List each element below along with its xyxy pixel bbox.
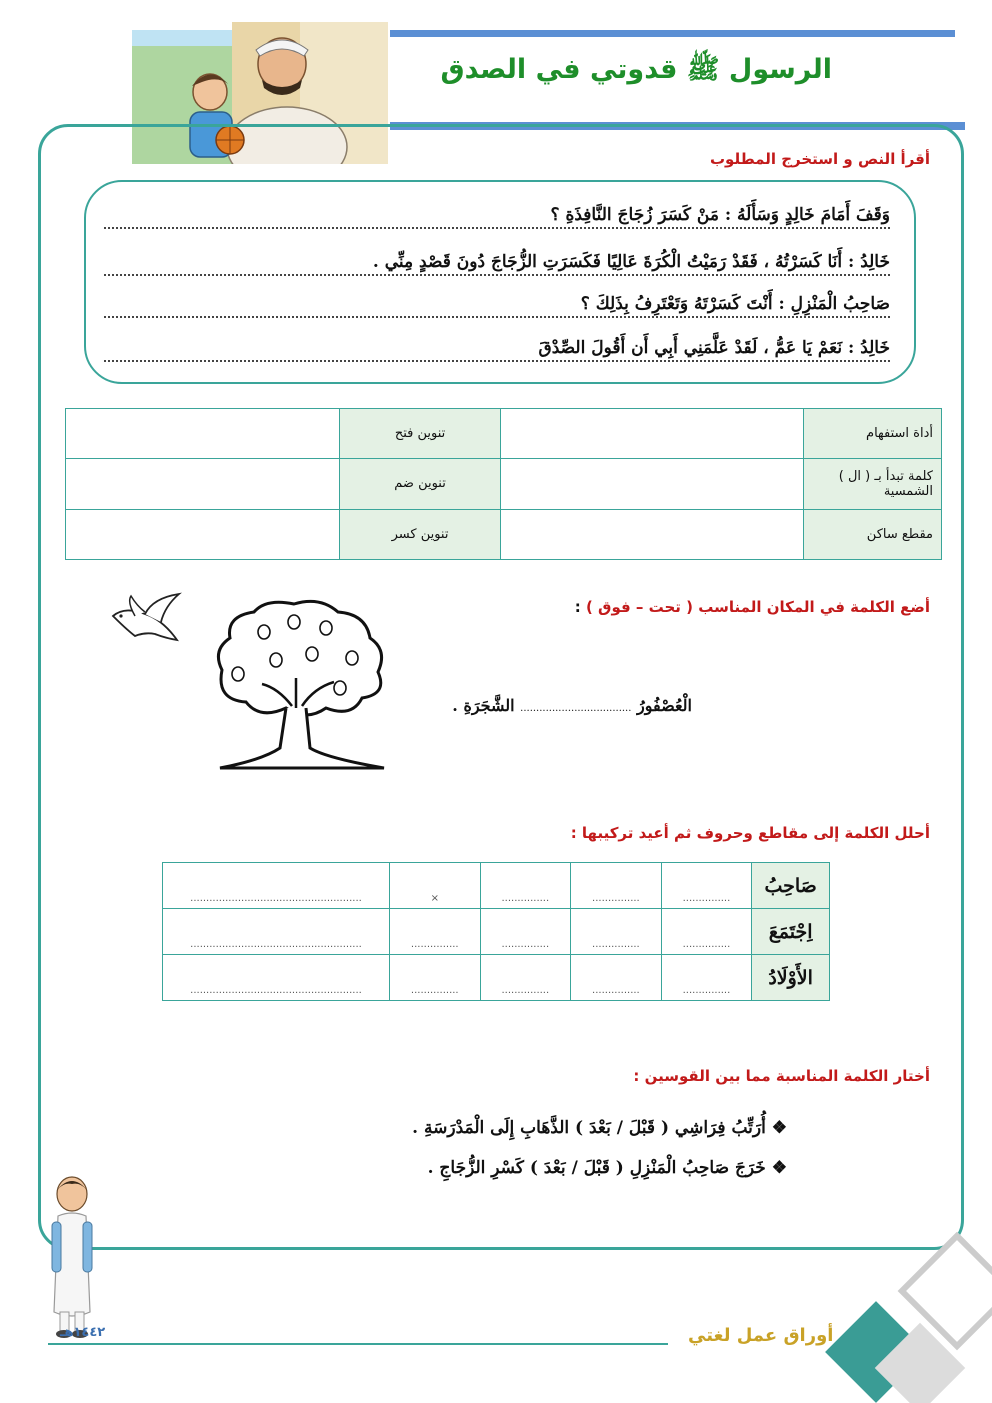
sentence-word-object: الشَّجَرَةِ . (452, 696, 515, 715)
analysis-word: صَاحِبُ (752, 863, 830, 909)
passage-line-3: صَاحِبُ الْمَنْزِلِ : أَنْتَ كَسَرْتَهُ وَتَعْتَرِفُ بِذَلِكَ ؟ (104, 294, 890, 318)
extract-label: مقطع ساكن (803, 509, 941, 559)
extraction-table (65, 408, 942, 560)
analysis-cell[interactable]: ............... (571, 955, 662, 1001)
choice-sentence-1 (412, 1118, 787, 1138)
section2-options: ( تحت – فوق ) (585, 598, 694, 616)
bird-icon (105, 592, 185, 652)
answer-cell[interactable] (501, 409, 804, 459)
table-row (163, 863, 830, 909)
analysis-cell[interactable]: ............... (389, 955, 480, 1001)
answer-cell[interactable] (66, 509, 340, 559)
analysis-cell[interactable]: ............... (389, 909, 480, 955)
table-row (66, 459, 942, 509)
extract-label-2: تنوين ضم (340, 459, 501, 509)
analysis-cell[interactable]: ............... (661, 955, 752, 1001)
analysis-cell-combine[interactable]: ...................................................... (163, 863, 390, 909)
answer-cell[interactable] (66, 459, 340, 509)
footer-line (48, 1343, 668, 1345)
tree-icon (202, 598, 388, 772)
section1-instruction: أقرأ النص و استخرج المطلوب (709, 150, 930, 168)
analysis-cell[interactable]: ............... (571, 909, 662, 955)
table-row (163, 909, 830, 955)
choice-sentence-text: أُرَتِّبُ فِرَاشِي ( قَبْلَ / بَعْدَ ) الذَّهَابِ إِلَى الْمَدْرَسَةِ . (412, 1118, 766, 1138)
sentence-word-subject: الْعُصْفُورُ (637, 696, 692, 715)
analysis-cell[interactable]: ............... (480, 909, 571, 955)
answer-cell[interactable] (501, 459, 804, 509)
analysis-cell[interactable]: ............... (480, 955, 571, 1001)
passage-line-4: خَالِدُ : نَعَمْ يَا عَمُّ ، لَقَدْ عَلَّمَنِي أَبِي أَن أَقُولَ الصِّدْقَ (104, 338, 890, 362)
title-bar-top (390, 30, 955, 37)
extract-label-2: تنوين فتح (340, 409, 501, 459)
section3-instruction: أحلل الكلمة إلى مقاطع وحروف ثم أعيد تركيبها : (570, 824, 930, 842)
analysis-word: الأَوْلَادُ (752, 955, 830, 1001)
choice-sentence-2 (428, 1158, 787, 1178)
fill-blank[interactable]: ................................... (520, 703, 632, 714)
choice-sentence-text: خَرَجَ صَاحِبُ الْمَنْزِلِ ( قَبْلَ / بَعْدَ ) كَسْرِ الزُّجَاجِ . (427, 1158, 766, 1178)
section2-instruction-wrap (575, 598, 930, 616)
passage-line-1: وَقَفَ أَمَامَ خَالِدٍ وَسَأَلَهُ : مَنْ كَسَرَ زُجَاجَ النَّافِذَةِ ؟ (104, 205, 890, 229)
answer-cell[interactable] (501, 509, 804, 559)
analysis-cell[interactable]: ............... (661, 863, 752, 909)
bullet-icon: ❖ (771, 1158, 787, 1178)
section2-colon: : (574, 598, 581, 616)
bullet-icon: ❖ (771, 1118, 787, 1138)
boy-illustration (42, 1172, 102, 1340)
extract-label-2: تنوين كسر (340, 509, 501, 559)
table-row (163, 955, 830, 1001)
analysis-cell[interactable]: ............... (571, 863, 662, 909)
section2-sentence (452, 696, 692, 715)
analysis-word: اِجْتَمَعَ (752, 909, 830, 955)
footer-year: ١٤٤٢هـ (60, 1325, 106, 1340)
page-title: الرسول ﷺ قدوتي في الصدق (440, 54, 832, 85)
section4-instruction: أختار الكلمة المناسبة مما بين القوسين : (633, 1067, 930, 1085)
answer-cell[interactable] (66, 409, 340, 459)
table-row (66, 409, 942, 459)
footer-title: أوراق عمل لغتي (688, 1325, 834, 1346)
analysis-table (162, 862, 830, 1001)
analysis-cell[interactable]: ............... (480, 863, 571, 909)
section2-instruction: أضع الكلمة في المكان المناسب (698, 598, 930, 616)
extract-label: كلمة تبدأ بـ ( ال ) الشمسية (803, 459, 941, 509)
analysis-cell-combine[interactable]: ...................................................... (163, 955, 390, 1001)
analysis-cell[interactable]: × (389, 863, 480, 909)
extract-label: أداة استفهام (803, 409, 941, 459)
analysis-cell[interactable]: ............... (661, 909, 752, 955)
passage-line-2: خَالِدُ : أَنَا كَسَرْتُهُ ، فَقَدْ رَمَيْتُ الْكُرَةَ عَالِيًا فَكَسَرَتِ الزُّجَاجَ دُونَ قَصْدٍ مِنِّي . (104, 252, 890, 276)
table-row (66, 509, 942, 559)
decorative-diamonds (820, 1232, 992, 1403)
analysis-cell-combine[interactable]: ...................................................... (163, 909, 390, 955)
